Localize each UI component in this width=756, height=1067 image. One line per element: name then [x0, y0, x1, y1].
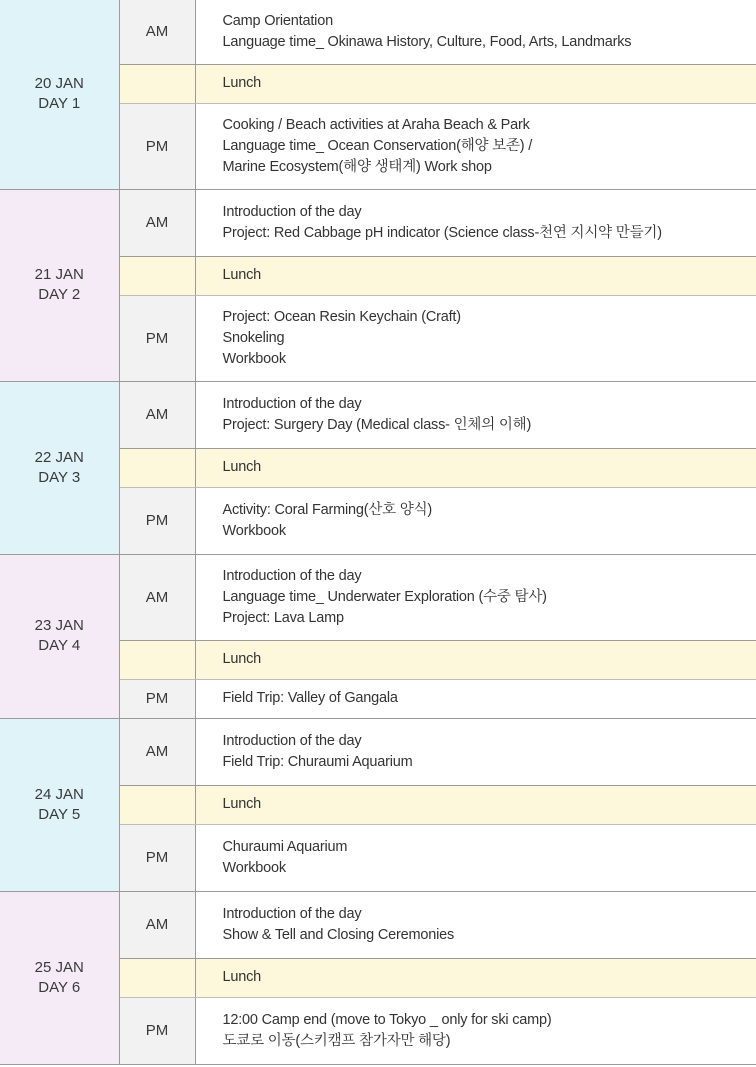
- pm-activities: [195, 824, 756, 891]
- activity-line: Project: Surgery Day (Medical class- 인체의 이해): [222, 416, 532, 433]
- day-label-cell: [0, 891, 119, 1064]
- activity-line: Workbook: [222, 859, 286, 876]
- period-label-pm: PM: [119, 679, 195, 718]
- activity-line: Project: Ocean Resin Keychain (Craft): [222, 308, 461, 325]
- period-label-lunch: [119, 785, 195, 824]
- day-number: DAY 6: [38, 978, 81, 996]
- day-label-cell: [0, 718, 119, 891]
- pm-activities: [195, 487, 756, 554]
- activity-line: Introduction of the day: [222, 567, 362, 584]
- day-date: 20 JAN: [34, 75, 84, 93]
- activity-line: Introduction of the day: [222, 395, 362, 412]
- day-row-am: [0, 554, 756, 640]
- day-number: DAY 3: [38, 468, 81, 486]
- activity-line: Introduction of the day: [222, 905, 362, 922]
- day-row-am: [0, 718, 756, 785]
- am-activities: [195, 381, 756, 448]
- activity-line: Camp Orientation: [222, 12, 333, 29]
- day-number: DAY 2: [38, 286, 81, 303]
- am-activities: [195, 891, 756, 958]
- activity-line: Language time_ Ocean Conservation(해양 보존) /: [222, 137, 533, 154]
- period-label-am: AM: [119, 718, 195, 785]
- pm-activities: [195, 997, 756, 1064]
- lunch-label: Lunch: [195, 958, 756, 997]
- period-label-am: AM: [119, 189, 195, 256]
- day-label-cell: [0, 554, 119, 718]
- day-row-am: [0, 891, 756, 958]
- lunch-label: Lunch: [195, 64, 756, 103]
- period-label-am: AM: [119, 891, 195, 958]
- pm-activities: [195, 295, 756, 381]
- day-label-cell: [0, 0, 119, 189]
- activity-line: Project: Red Cabbage pH indicator (Science class-천연 지시약 만들기): [222, 224, 662, 241]
- am-activities: [195, 189, 756, 256]
- day-number: DAY 1: [38, 95, 81, 113]
- activity-line: Marine Ecosystem(해양 생태계) Work shop: [222, 158, 492, 175]
- day-row-am: [0, 0, 756, 64]
- period-label-pm: PM: [119, 824, 195, 891]
- activity-line: Activity: Coral Farming(산호 양식): [222, 501, 433, 518]
- pm-activities: [195, 679, 756, 718]
- am-activities: [195, 0, 756, 64]
- activity-line: Language time_ Underwater Exploration (수중 탐사): [222, 588, 547, 605]
- activity-line: Workbook: [222, 350, 286, 367]
- period-label-pm: PM: [119, 487, 195, 554]
- activity-line: Show & Tell and Closing Ceremonies: [222, 926, 455, 943]
- day-date: 21 JAN: [34, 266, 84, 283]
- lunch-label: Lunch: [195, 256, 756, 295]
- period-label-am: AM: [119, 381, 195, 448]
- lunch-label: Lunch: [195, 640, 756, 679]
- day-number: DAY 5: [38, 805, 81, 823]
- am-activities: [195, 554, 756, 640]
- activity-line: Workbook: [222, 522, 286, 539]
- lunch-label: Lunch: [195, 785, 756, 824]
- day-label-cell: [0, 189, 119, 381]
- day-date: 22 JAN: [34, 448, 84, 466]
- period-label-am: AM: [119, 0, 195, 64]
- lunch-label: Lunch: [195, 448, 756, 487]
- activity-line: Language time_ Okinawa History, Culture, Food, Arts, Landmarks: [222, 33, 632, 50]
- period-label-am: AM: [119, 554, 195, 640]
- activity-line: Churaumi Aquarium: [222, 838, 348, 855]
- activity-line: 12:00 Camp end (move to Tokyo _ only for ski camp): [222, 1011, 552, 1028]
- period-label-lunch: [119, 958, 195, 997]
- activity-line: 도쿄로 이동(스키캠프 참가자만 해당): [222, 1032, 451, 1049]
- period-label-pm: PM: [119, 295, 195, 381]
- activity-line: Field Trip: Churaumi Aquarium: [222, 753, 413, 770]
- pm-activities: [195, 103, 756, 189]
- period-label-lunch: [119, 640, 195, 679]
- period-label-lunch: [119, 64, 195, 103]
- day-date: 25 JAN: [34, 958, 84, 976]
- activity-line: Snokeling: [222, 329, 285, 346]
- activity-line: Field Trip: Valley of Gangala: [222, 690, 398, 706]
- day-date: 23 JAN: [34, 617, 84, 634]
- day-number: DAY 4: [38, 637, 81, 654]
- day-label-cell: [0, 381, 119, 554]
- day-date: 24 JAN: [34, 785, 84, 803]
- activity-line: Cooking / Beach activities at Araha Beach & Park: [222, 116, 530, 133]
- day-row-am: [0, 381, 756, 448]
- period-label-pm: PM: [119, 103, 195, 189]
- period-label-lunch: [119, 256, 195, 295]
- period-label-pm: PM: [119, 997, 195, 1064]
- activity-line: Introduction of the day: [222, 203, 362, 220]
- am-activities: [195, 718, 756, 785]
- activity-line: Project: Lava Lamp: [222, 609, 344, 626]
- day-row-am: [0, 189, 756, 256]
- period-label-lunch: [119, 448, 195, 487]
- activity-line: Introduction of the day: [222, 732, 362, 749]
